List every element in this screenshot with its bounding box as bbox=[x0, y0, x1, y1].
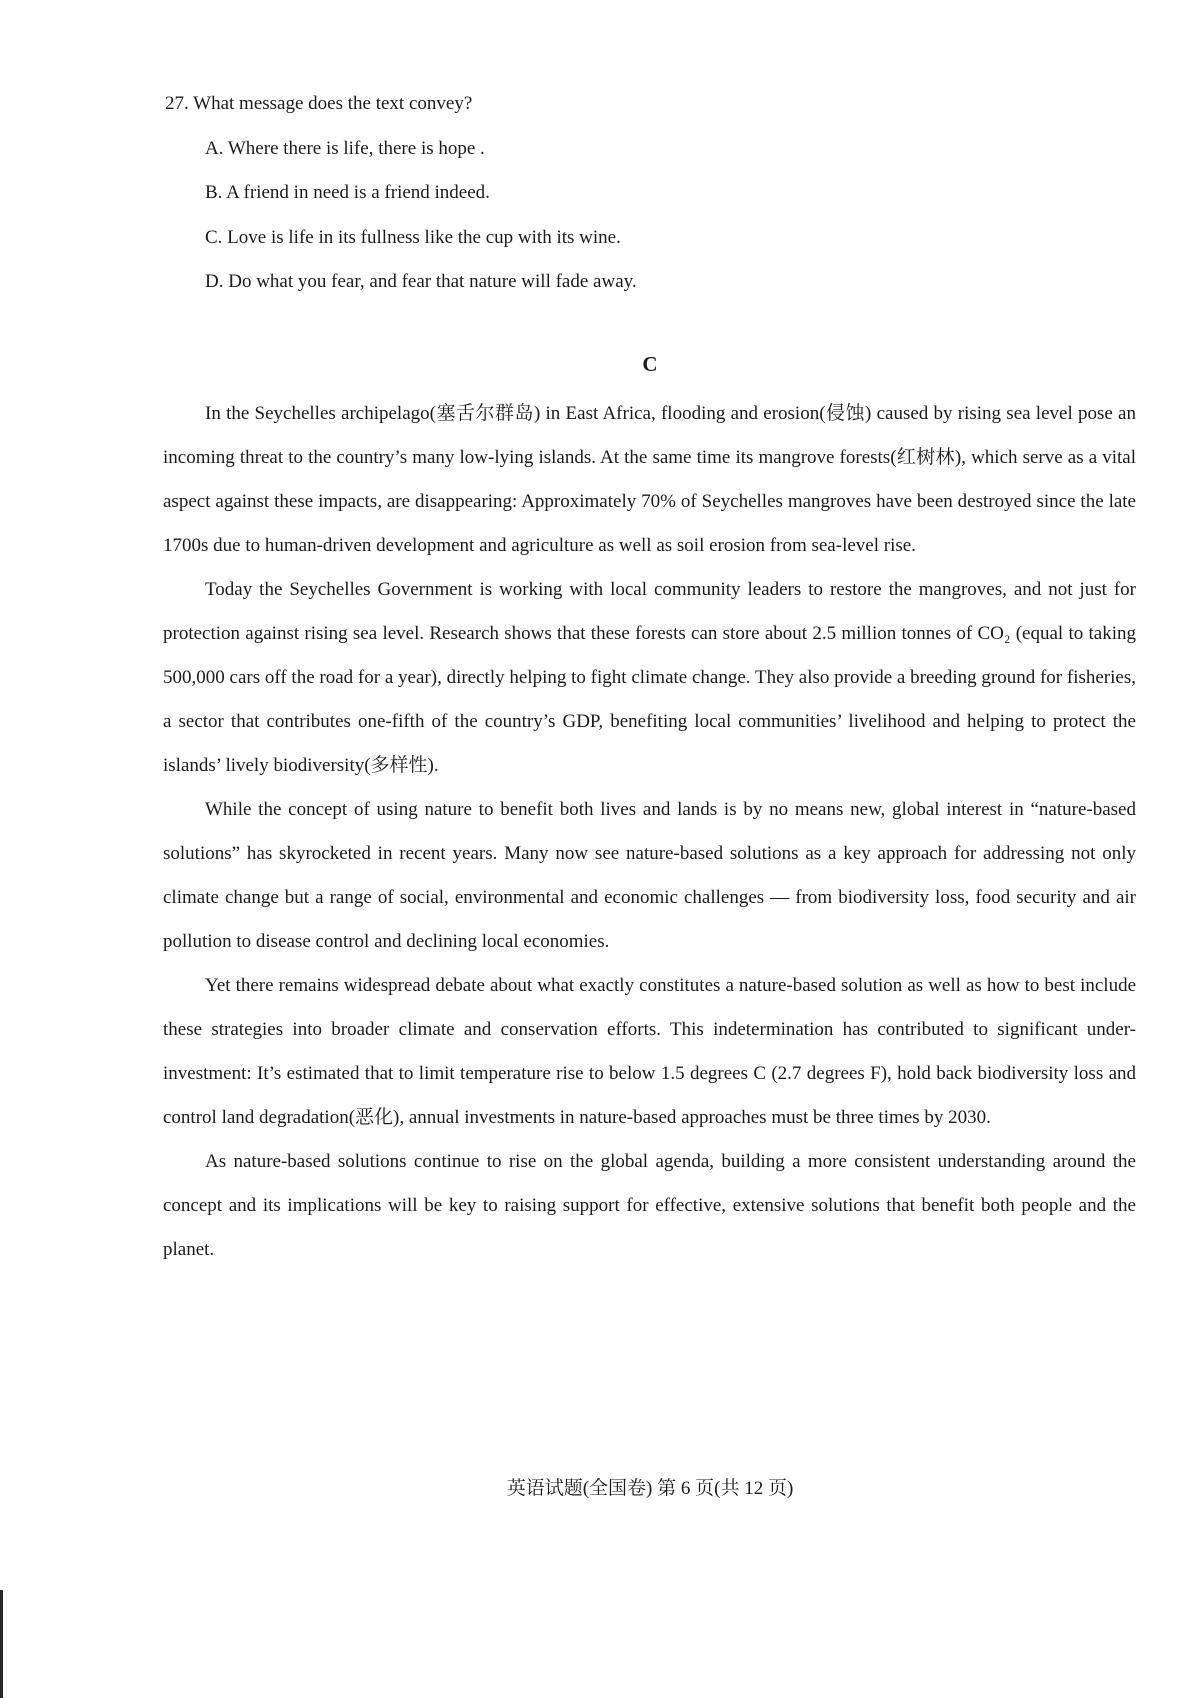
scan-edge-mark bbox=[0, 1590, 3, 1698]
paragraph: While the concept of using nature to benefit both lives and lands is by no means new, global interest in “nature-based solutions” has skyrocketed in recent years. Many now see nature-based solutions as a key approach for addressing not only climate change but a range of social, environmental and economic challenges — from biodiversity loss, food security and air pollution to disease control and declining local economies. bbox=[163, 799, 1136, 952]
option-d: D. Do what you fear, and fear that nature will fade away. bbox=[205, 271, 637, 292]
paragraph: Yet there remains widespread debate about what exactly constitutes a nature-based solution as well as how to best include these strategies into broader climate and conservation efforts. This indetermination has contributed to significant under-investment: It’s estimated that to limit temperature rise to below 1.5 degrees C (2.7 degrees F), hold back biodiversity loss and control land degradation(恶化), annual investments in nature-based approaches must be three times by 2030. bbox=[163, 975, 1136, 1128]
question-27 bbox=[165, 82, 1065, 305]
section-heading: C bbox=[642, 352, 658, 376]
question-stem: 27. What message does the text convey? bbox=[165, 93, 473, 114]
option-c: C. Love is life in its fullness like the cup with its wine. bbox=[205, 226, 621, 248]
paragraph: In the Seychelles archipelago(塞舌尔群岛) in East Africa, flooding and erosion(侵蚀) caused by rising sea level pose an incoming threat to the country’s many low-lying islands. At the same time its mangrove forests(红树林), which serve as a vital aspect against these impacts, are disappearing: Approximately 70% of Seychelles mangroves have been destroyed since the late 1700s due to human-driven development and agriculture as well as soil erosion from sea-level rise. bbox=[163, 403, 1136, 556]
page-footer: 英语试题(全国卷) 第 6 页(共 12 页) bbox=[506, 1478, 794, 1499]
paragraph: Today the Seychelles Government is working with local community leaders to restore the mangroves, and not just for protection against rising sea level. Research shows that these forests can store about 2.5 million tonnes of CO₂ (equal to taking 500,000 cars off the road for a year), directly helping to fight climate change. They also provide a breeding ground for fisheries, a sector that contributes one-fifth of the country’s GDP, benefiting local communities’ livelihood and helping to protect the islands’ lively biodiversity(多样性). bbox=[163, 579, 1136, 776]
option-a: A. Where there is life, there is hope . bbox=[205, 137, 485, 159]
paragraph: As nature-based solutions continue to rise on the global agenda, building a more consistent understanding around the concept and its implications will be key to raising support for effective, extensive solutions that benefit both people and the planet. bbox=[163, 1151, 1136, 1260]
passage-c bbox=[163, 392, 1136, 1272]
option-b: B. A friend in need is a friend indeed. bbox=[205, 182, 490, 203]
